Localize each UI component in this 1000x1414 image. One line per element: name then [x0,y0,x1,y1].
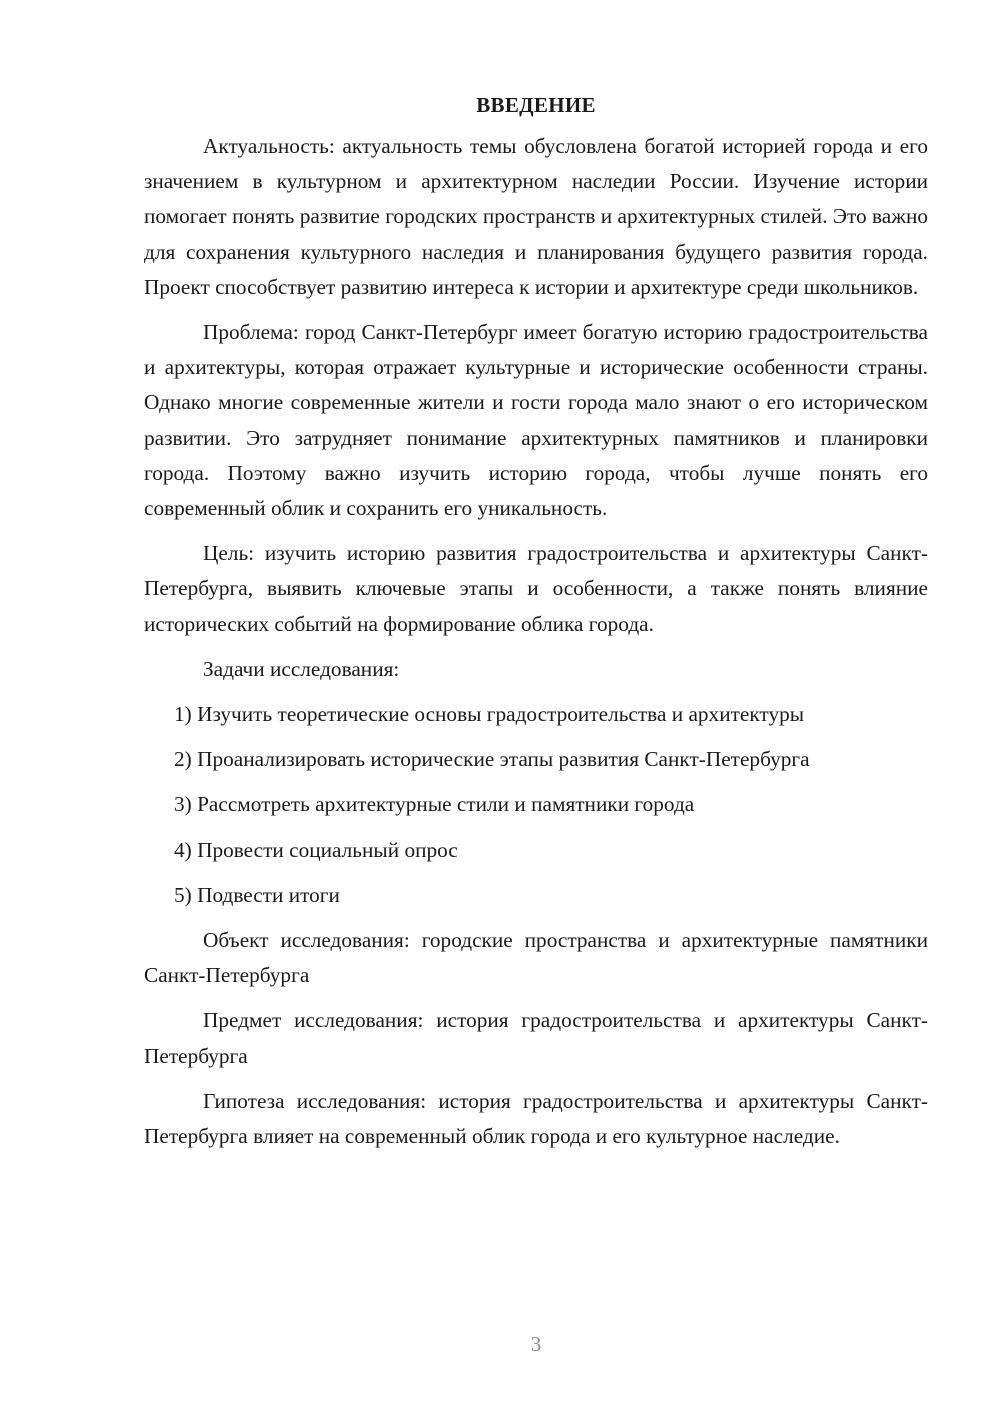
list-item: 1) Изучить теоретические основы градостроительства и архитектуры [174,702,805,727]
paragraph-object: Объект исследования: городские пространства и архитектурные памятники Санкт-Петербурга [144,928,928,988]
list-item: 2) Проанализировать исторические этапы развития Санкт-Петербурга [174,747,810,772]
list-item: 3) Рассмотреть архитектурные стили и памятники города [174,792,695,817]
paragraph-problem: Проблема: город Санкт-Петербург имеет богатую историю градостроительства и архитектуры, которая отражает культурные и исторические особенности страны. Однако многие современные жители и гости города мало знают о его историческом развитии. Это затрудняет понимание архитектурных памятников и планировки города. Поэтому важно изучить историю города, чтобы лучше понять его современный облик и сохранить его уникальность. [144,320,928,521]
paragraph-hypothesis: Гипотеза исследования: история градостроительства и архитектуры Санкт-Петербурга влияет на современный облик города и его культурное наследие. [144,1088,928,1149]
paragraph-relevance: Актуальность: актуальность темы обусловлена богатой историей города и его значением в культурном и архитектурном наследии России. Изучение истории помогает понять развитие городских пространств и архитектурных стилей. Это важно для сохранения культурного наследия и планирования будущего развития города. Проект способствует развитию интереса к истории и архитектуре среди школьников. [144,134,928,299]
tasks-list [144,697,928,913]
section-heading: ВВЕДЕНИЕ [476,93,596,117]
list-item: 5) Подвести итоги [174,882,340,907]
paragraph-subject: Предмет исследования: история градостроительства и архитектуры Санкт-Петербурга [144,1008,928,1068]
document-page [144,88,928,1164]
tasks-title: Задачи исследования: [203,656,400,681]
paragraph-goal: Цель: изучить историю развития градостроительства и архитектуры Санкт-Петербурга, выявить ключевые этапы и особенности, а также понять влияние исторических событий на формирование облика города. [144,541,928,636]
page-number: 3 [530,1332,542,1356]
list-item: 4) Провести социальный опрос [174,837,458,862]
